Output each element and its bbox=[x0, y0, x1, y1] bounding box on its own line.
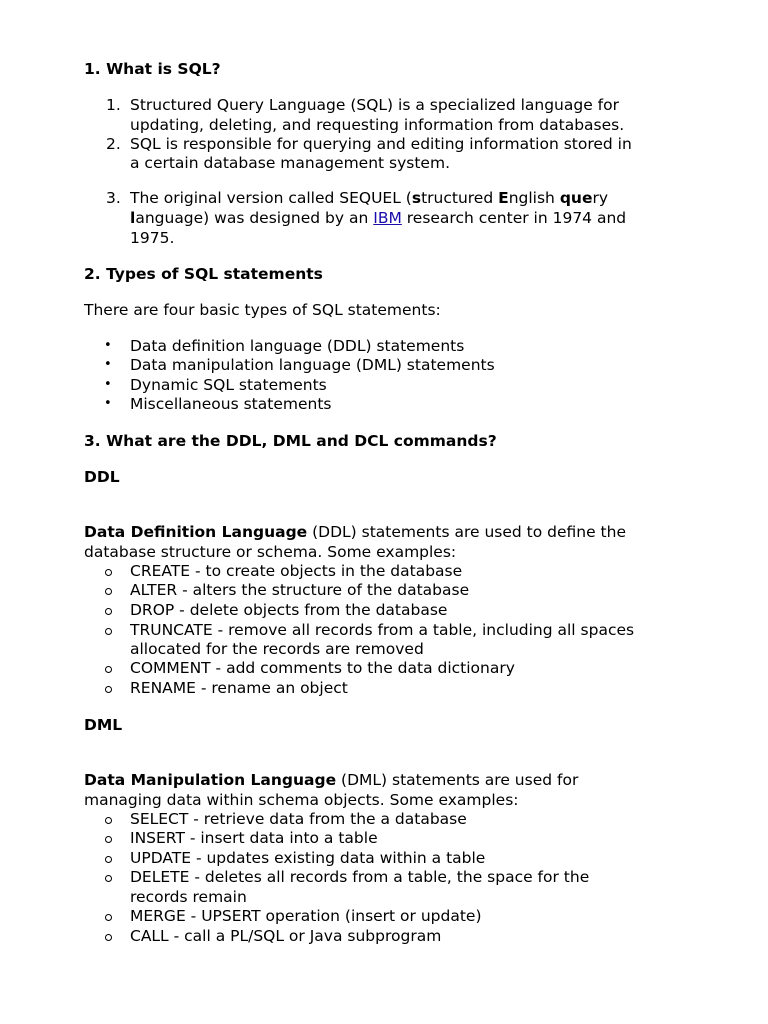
bullet-item: Data definition language (DDL) statements bbox=[130, 337, 465, 355]
circle-bullet-icon bbox=[105, 666, 112, 673]
dml-item: INSERT - insert data into a table bbox=[130, 829, 378, 847]
list-item-line: SQL is responsible for querying and editing information stored in bbox=[130, 135, 632, 153]
dml-item: DELETE - deletes all records from a table, the space for the bbox=[130, 868, 590, 886]
ibm-link[interactable]: IBM bbox=[373, 209, 402, 227]
ddl-item-continuation: allocated for the records are removed bbox=[130, 640, 424, 658]
list-item-line: language) was designed by an IBM research center in 1974 and bbox=[130, 209, 627, 227]
ddl-item: ALTER - alters the structure of the database bbox=[130, 581, 470, 599]
dml-item: CALL - call a PL/SQL or Java subprogram bbox=[130, 927, 442, 945]
bullet-icon: • bbox=[104, 377, 112, 392]
ddl-item: COMMENT - add comments to the data dictionary bbox=[130, 659, 515, 677]
list-number: 1. bbox=[106, 96, 121, 114]
bullet-item: Miscellaneous statements bbox=[130, 395, 332, 413]
list-item-line: a certain database management system. bbox=[130, 154, 450, 172]
list-number: 3. bbox=[106, 189, 121, 207]
dml-intro: Data Manipulation Language (DML) statements are used for bbox=[84, 771, 579, 789]
circle-bullet-icon bbox=[105, 836, 112, 843]
dml-item: SELECT - retrieve data from the a database bbox=[130, 810, 467, 828]
circle-bullet-icon bbox=[105, 934, 112, 941]
circle-bullet-icon bbox=[105, 569, 112, 576]
list-item-line: 1975. bbox=[130, 229, 175, 247]
list-item-line: updating, deleting, and requesting information from databases. bbox=[130, 116, 625, 134]
section-heading-types-of-sql: 2. Types of SQL statements bbox=[84, 265, 323, 283]
paragraph-intro: There are four basic types of SQL statements: bbox=[84, 301, 441, 319]
bullet-icon: • bbox=[104, 396, 112, 411]
ddl-item: TRUNCATE - remove all records from a table, including all spaces bbox=[130, 621, 635, 639]
ddl-item: CREATE - to create objects in the database bbox=[130, 562, 463, 580]
bullet-icon: • bbox=[104, 357, 112, 372]
circle-bullet-icon bbox=[105, 914, 112, 921]
circle-bullet-icon bbox=[105, 856, 112, 863]
circle-bullet-icon bbox=[105, 686, 112, 693]
subheading-ddl: DDL bbox=[84, 468, 120, 486]
ddl-intro-line2: database structure or schema. Some examples: bbox=[84, 543, 457, 561]
circle-bullet-icon bbox=[105, 875, 112, 882]
dml-intro-line2: managing data within schema objects. Some examples: bbox=[84, 791, 519, 809]
ddl-item: RENAME - rename an object bbox=[130, 679, 348, 697]
dml-item: UPDATE - updates existing data within a table bbox=[130, 849, 486, 867]
section-heading-what-is-sql: 1. What is SQL? bbox=[84, 60, 221, 78]
section-heading-ddl-dml-dcl: 3. What are the DDL, DML and DCL commands? bbox=[84, 432, 497, 450]
circle-bullet-icon bbox=[105, 628, 112, 635]
list-item-line: The original version called SEQUEL (structured English query bbox=[130, 189, 609, 207]
list-number: 2. bbox=[106, 135, 121, 153]
dml-item-continuation: records remain bbox=[130, 888, 247, 906]
bullet-item: Dynamic SQL statements bbox=[130, 376, 327, 394]
circle-bullet-icon bbox=[105, 588, 112, 595]
circle-bullet-icon bbox=[105, 817, 112, 824]
circle-bullet-icon bbox=[105, 608, 112, 615]
bullet-item: Data manipulation language (DML) statements bbox=[130, 356, 495, 374]
bullet-icon: • bbox=[104, 338, 112, 353]
subheading-dml: DML bbox=[84, 716, 123, 734]
dml-item: MERGE - UPSERT operation (insert or update) bbox=[130, 907, 482, 925]
list-item-line: Structured Query Language (SQL) is a specialized language for bbox=[130, 96, 619, 114]
ddl-intro: Data Definition Language (DDL) statements are used to define the bbox=[84, 523, 626, 541]
ddl-item: DROP - delete objects from the database bbox=[130, 601, 448, 619]
